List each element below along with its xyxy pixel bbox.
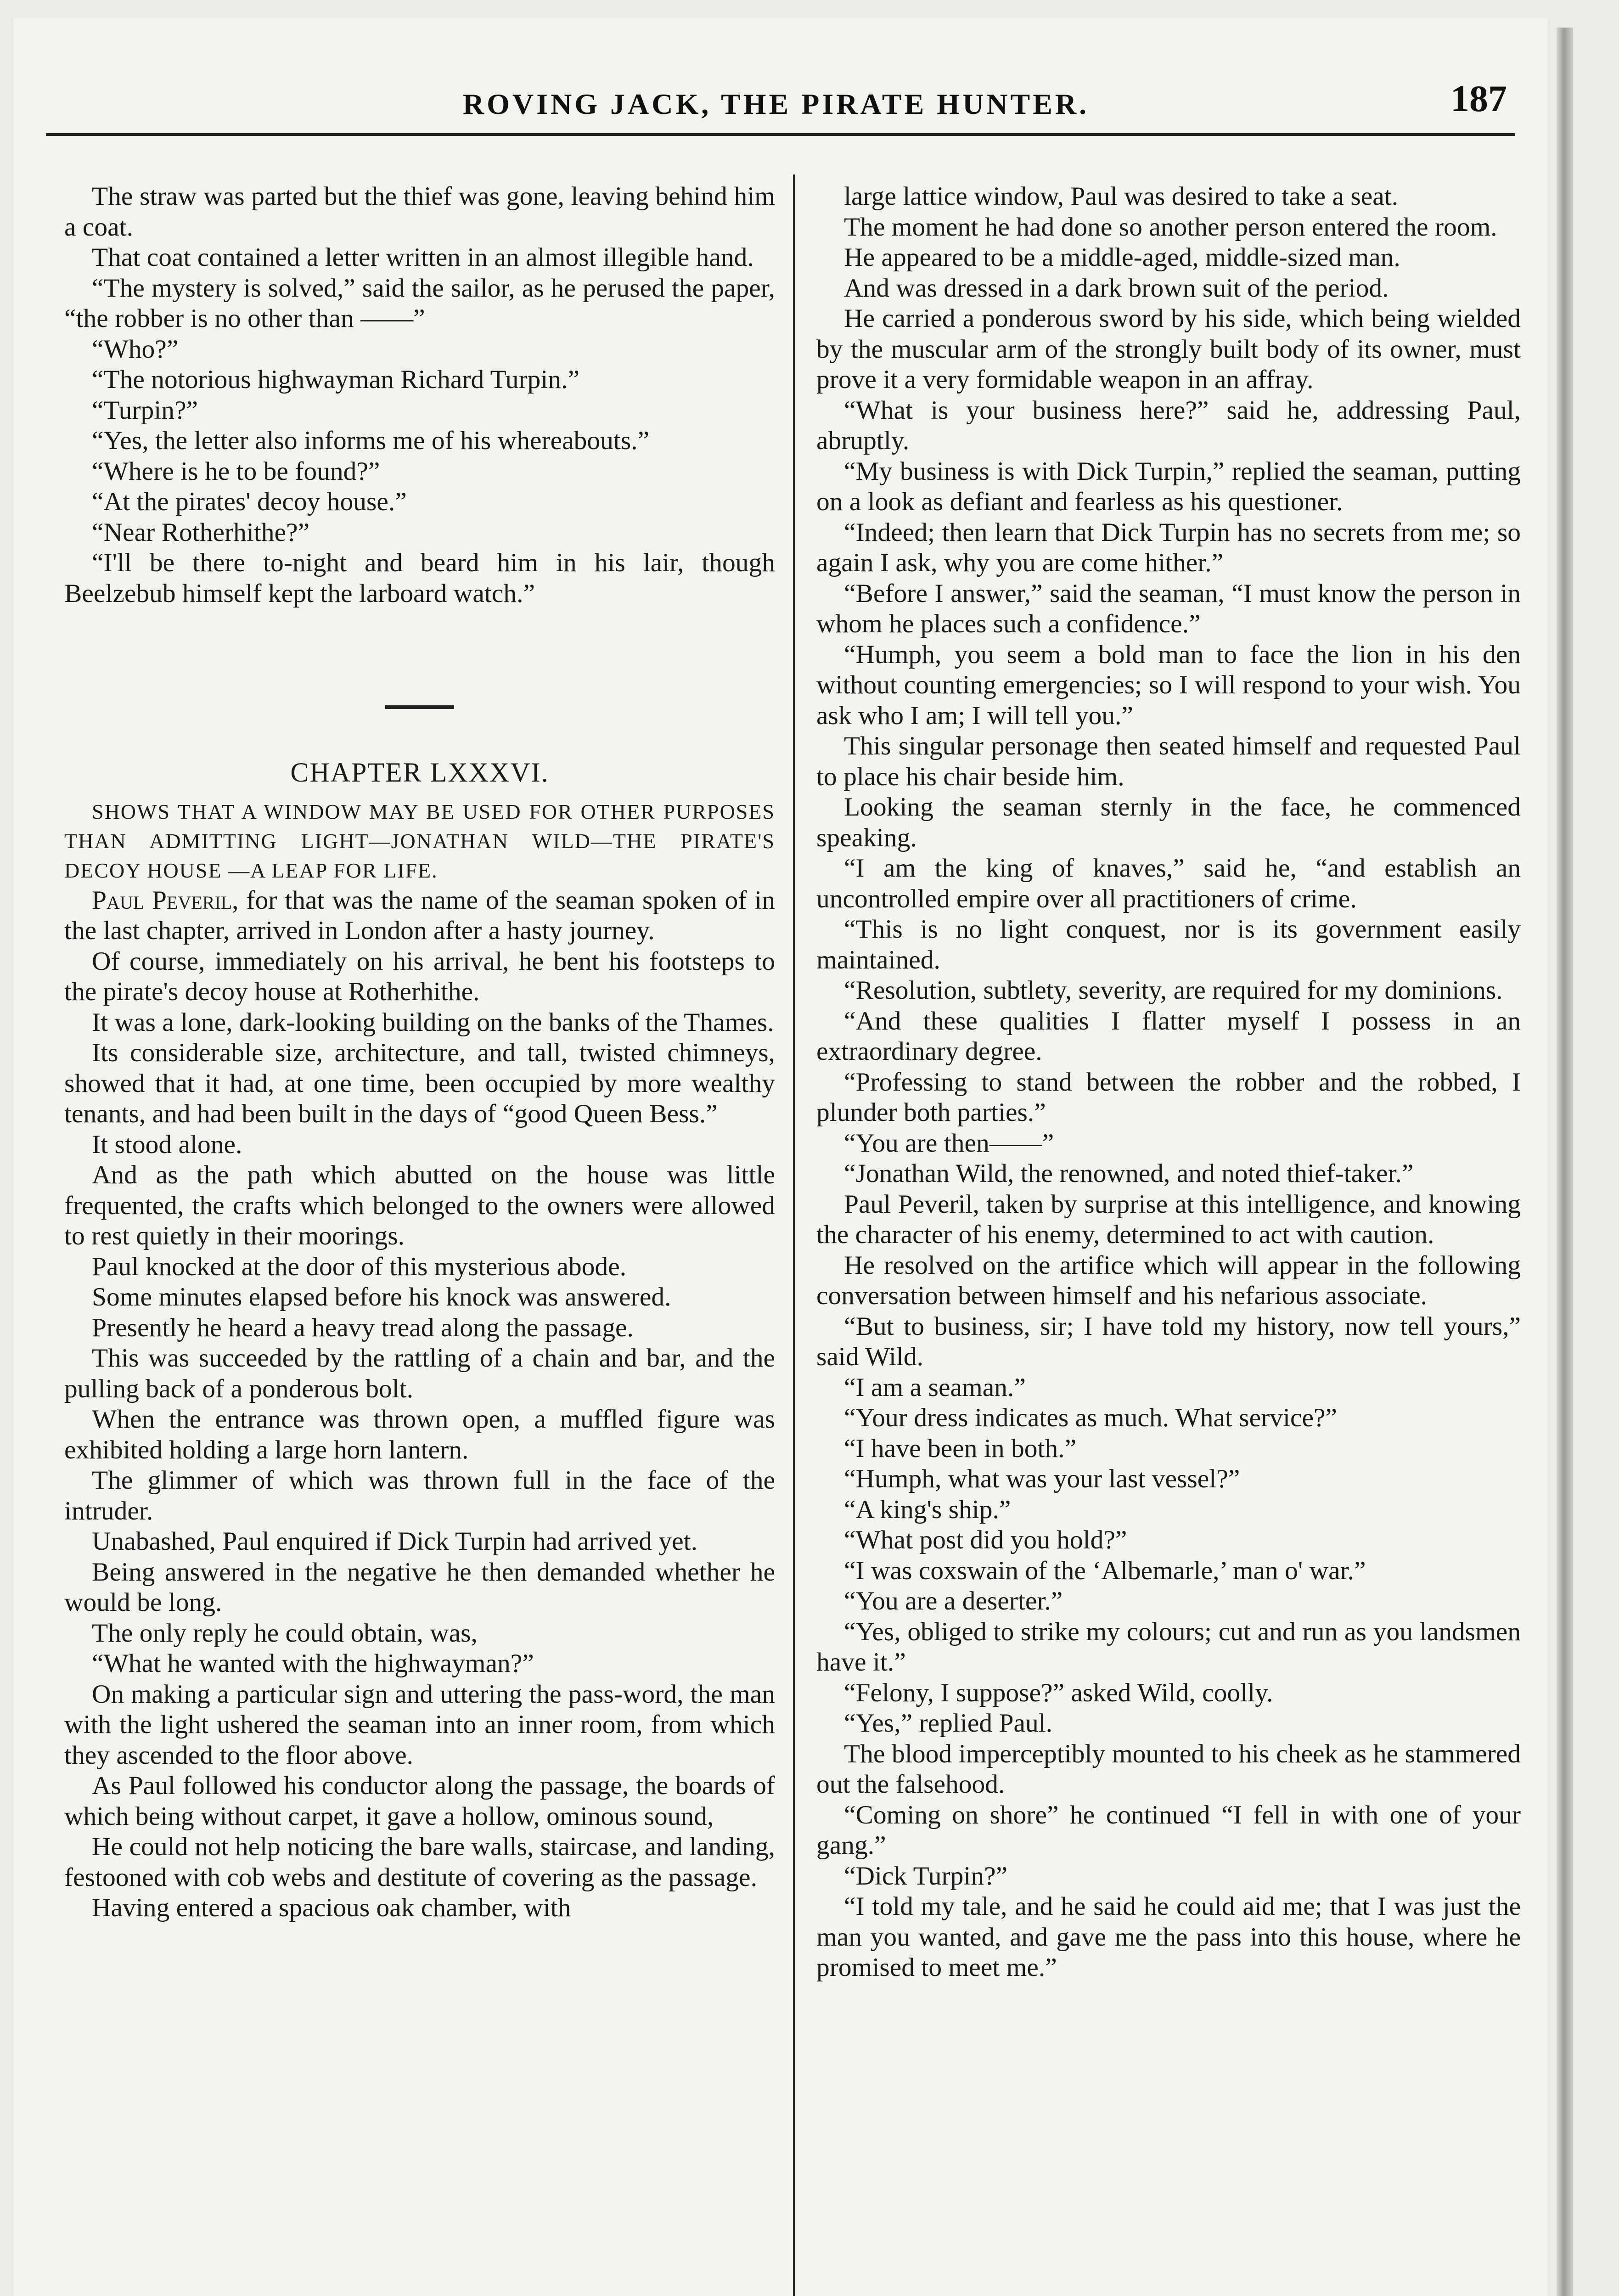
paragraph: “Yes, obliged to strike my colours; cut and run as you landsmen have it.” bbox=[816, 1617, 1521, 1677]
paragraph: “At the pirates' decoy house.” bbox=[92, 487, 407, 516]
paragraph: “Jonathan Wild, the renowned, and noted thief-taker.” bbox=[844, 1159, 1414, 1188]
paragraph: On making a particular sign and uttering the pass-word, the man with the light ushered the seaman into an inner room, from which they ascended to the floor above. bbox=[64, 1679, 775, 1770]
paragraph: “Turpin?” bbox=[92, 395, 198, 425]
paragraph: Paul knocked at the door of this mysterious abode. bbox=[92, 1252, 627, 1281]
paragraph: Of course, immediately on his arrival, he bent his footsteps to the pirate's decoy house at Rotherhithe. bbox=[64, 946, 775, 1006]
paragraph: “Dick Turpin?” bbox=[844, 1861, 1008, 1891]
paragraph: The moment he had done so another person entered the room. bbox=[844, 212, 1497, 242]
paragraph: That coat contained a letter written in an almost illegible hand. bbox=[92, 243, 754, 272]
paragraph: It was a lone, dark-looking building on the banks of the Thames. bbox=[92, 1007, 774, 1037]
right-paragraphs bbox=[816, 181, 1521, 1983]
paragraph: “You are then——” bbox=[844, 1128, 1054, 1158]
paragraph: “I am a seaman.” bbox=[844, 1373, 1026, 1402]
paragraph: He resolved on the artifice which will appear in the following conversation between himself and his nefarious associate. bbox=[816, 1250, 1521, 1310]
paragraph: Some minutes elapsed before his knock was answered. bbox=[92, 1283, 671, 1311]
paragraph: “Who?” bbox=[92, 334, 179, 364]
paragraph: Its considerable size, architecture, and tall, twisted chimneys, showed that it had, at one time, been occupied by more wealthy tenants, and had been built in the days of “good Queen Bess.” bbox=[64, 1038, 775, 1128]
chapter-summary: SHOWS THAT A WINDOW MAY BE USED FOR OTHER PURPOSES THAN ADMITTING LIGHT—JONATHAN WILD—THE PIRATE'S DECOY HOUSE —A LEAP FOR LIFE. bbox=[64, 799, 775, 882]
paragraph: “I have been in both.” bbox=[844, 1434, 1077, 1463]
right-column bbox=[816, 181, 1521, 1983]
paragraph: “And these qualities I flatter myself I possess in an extraordinary degree. bbox=[816, 1006, 1521, 1066]
paragraph: Unabashed, Paul enquired if Dick Turpin had arrived yet. bbox=[92, 1527, 698, 1556]
paragraph: “The notorious highwayman Richard Turpin.” bbox=[92, 365, 580, 394]
left-paragraphs-after bbox=[64, 946, 775, 1924]
paragraph: “Yes,” replied Paul. bbox=[844, 1709, 1053, 1738]
header-rule bbox=[46, 133, 1515, 136]
paragraph: He appeared to be a middle-aged, middle-sized man. bbox=[844, 243, 1400, 272]
chapter-title: CHAPTER LXXXVI. bbox=[290, 757, 549, 788]
paragraph: “I told my tale, and he said he could aid me; that I was just the man you wanted, and gave me the pass into this house, where he promised to meet me.” bbox=[816, 1892, 1521, 1982]
paragraph: The glimmer of which was thrown full in the face of the intruder. bbox=[64, 1466, 775, 1525]
paragraph: “You are a deserter.” bbox=[844, 1587, 1063, 1615]
paragraph: He could not help noticing the bare walls, staircase, and landing, festooned with cob webs and destitute of covering as the passage. bbox=[64, 1832, 775, 1892]
paragraph: And was dressed in a dark brown suit of the period. bbox=[844, 273, 1389, 303]
paragraph: “What post did you hold?” bbox=[844, 1525, 1127, 1554]
paragraph: This singular personage then seated himself and requested Paul to place his chair beside him. bbox=[816, 732, 1521, 791]
paragraph: “The mystery is solved,” said the sailor, as he perused the paper, “the robber is no other than ——” bbox=[64, 273, 775, 333]
paragraph: Having entered a spacious oak chamber, with bbox=[92, 1893, 571, 1922]
paragraph: “Humph, you seem a bold man to face the lion in his den without counting emergencies; so I will respond to your wish. You ask who I am; I will tell you.” bbox=[816, 640, 1521, 730]
left-paragraphs-before bbox=[64, 181, 775, 609]
chapter-opening-paragraph bbox=[64, 885, 775, 946]
paragraph: “My business is with Dick Turpin,” replied the seaman, putting on a look as defiant and fearless as his questioner. bbox=[816, 456, 1521, 516]
page-number: 187 bbox=[1450, 78, 1507, 119]
paragraph: large lattice window, Paul was desired to take a seat. bbox=[844, 182, 1399, 211]
running-title: ROVING JACK, THE PIRATE HUNTER. bbox=[462, 88, 1090, 120]
paragraph: Paul Peveril, taken by surprise at this intelligence, and knowing the character of his enemy, determined to act with caution. bbox=[816, 1189, 1521, 1249]
paragraph: The blood imperceptibly mounted to his cheek as he stammered out the falsehood. bbox=[816, 1739, 1521, 1799]
paragraph: “I am the king of knaves,” said he, “and establish an uncontrolled empire over all practitioners of crime. bbox=[816, 854, 1521, 913]
opening-name: Paul Peveril, bbox=[92, 885, 239, 915]
paragraph: “Where is he to be found?” bbox=[92, 456, 380, 486]
paragraph: “Indeed; then learn that Dick Turpin has no secrets from me; so again I ask, why you are come hither.” bbox=[816, 518, 1521, 577]
paragraph: Looking the seaman sternly in the face, he commenced speaking. bbox=[816, 793, 1521, 852]
paragraph: When the entrance was thrown open, a muffled figure was exhibited holding a large horn lantern. bbox=[64, 1405, 775, 1464]
paragraph: “I'll be there to-night and beard him in his lair, though Beelzebub himself kept the larboard watch.” bbox=[64, 548, 775, 608]
paragraph: “But to business, sir; I have told my history, now tell yours,” said Wild. bbox=[816, 1311, 1521, 1371]
paragraph: Presently he heard a heavy tread along the passage. bbox=[92, 1313, 634, 1342]
paragraph: “Near Rotherhithe?” bbox=[92, 518, 310, 547]
paragraph: As Paul followed his conductor along the passage, the boards of which being without carpet, it gave a hollow, ominous sound, bbox=[64, 1771, 775, 1831]
paragraph: “This is no light conquest, nor is its government easily maintained. bbox=[816, 915, 1521, 974]
book-page bbox=[14, 18, 1547, 2296]
column-divider bbox=[793, 174, 795, 2296]
paragraph: He carried a ponderous sword by his side, which being wielded by the muscular arm of the strongly built body of its owner, must prove it a very formidable weapon in an affray. bbox=[816, 304, 1521, 394]
paragraph: “A king's ship.” bbox=[844, 1495, 1011, 1524]
paragraph: Being answered in the negative he then demanded whether he would be long. bbox=[64, 1557, 775, 1617]
paragraph: “Yes, the letter also informs me of his whereabouts.” bbox=[92, 426, 650, 455]
page-edge bbox=[1557, 28, 1573, 2296]
section-rule bbox=[385, 705, 454, 709]
paragraph: “I was coxswain of the ‘Albemarle,’ man o' war.” bbox=[844, 1556, 1366, 1585]
paragraph: “Humph, what was your last vessel?” bbox=[844, 1464, 1240, 1493]
paragraph: It stood alone. bbox=[92, 1130, 242, 1159]
paragraph: “Your dress indicates as much. What service?” bbox=[844, 1403, 1338, 1432]
paragraph: “Before I answer,” said the seaman, “I must know the person in whom he places such a confidence.” bbox=[816, 579, 1521, 638]
left-column bbox=[64, 181, 775, 1924]
opening-rest: for that was the name of the seaman spoken of in the last chapter, arrived in London after a hasty journey. bbox=[64, 885, 775, 945]
paragraph: “Professing to stand between the robber and the robbed, I plunder both parties.” bbox=[816, 1067, 1521, 1127]
paragraph: “Felony, I suppose?” asked Wild, coolly. bbox=[844, 1678, 1273, 1707]
paragraph: This was succeeded by the rattling of a chain and bar, and the pulling back of a ponderous bolt. bbox=[64, 1344, 775, 1403]
paragraph: The only reply he could obtain, was, bbox=[92, 1618, 478, 1648]
paragraph: “Coming on shore” he continued “I fell in with one of your gang.” bbox=[816, 1800, 1521, 1860]
paragraph: “Resolution, subtlety, severity, are required for my dominions. bbox=[844, 976, 1503, 1005]
page-header bbox=[14, 18, 1547, 120]
paragraph: “What he wanted with the highwayman?” bbox=[92, 1649, 534, 1678]
paragraph: “What is your business here?” said he, addressing Paul, abruptly. bbox=[816, 395, 1521, 455]
paragraph: And as the path which abutted on the house was little frequented, the crafts which belonged to the owners were allowed to rest quietly in their moorings. bbox=[64, 1160, 775, 1250]
paragraph: The straw was parted but the thief was gone, leaving behind him a coat. bbox=[64, 182, 775, 242]
